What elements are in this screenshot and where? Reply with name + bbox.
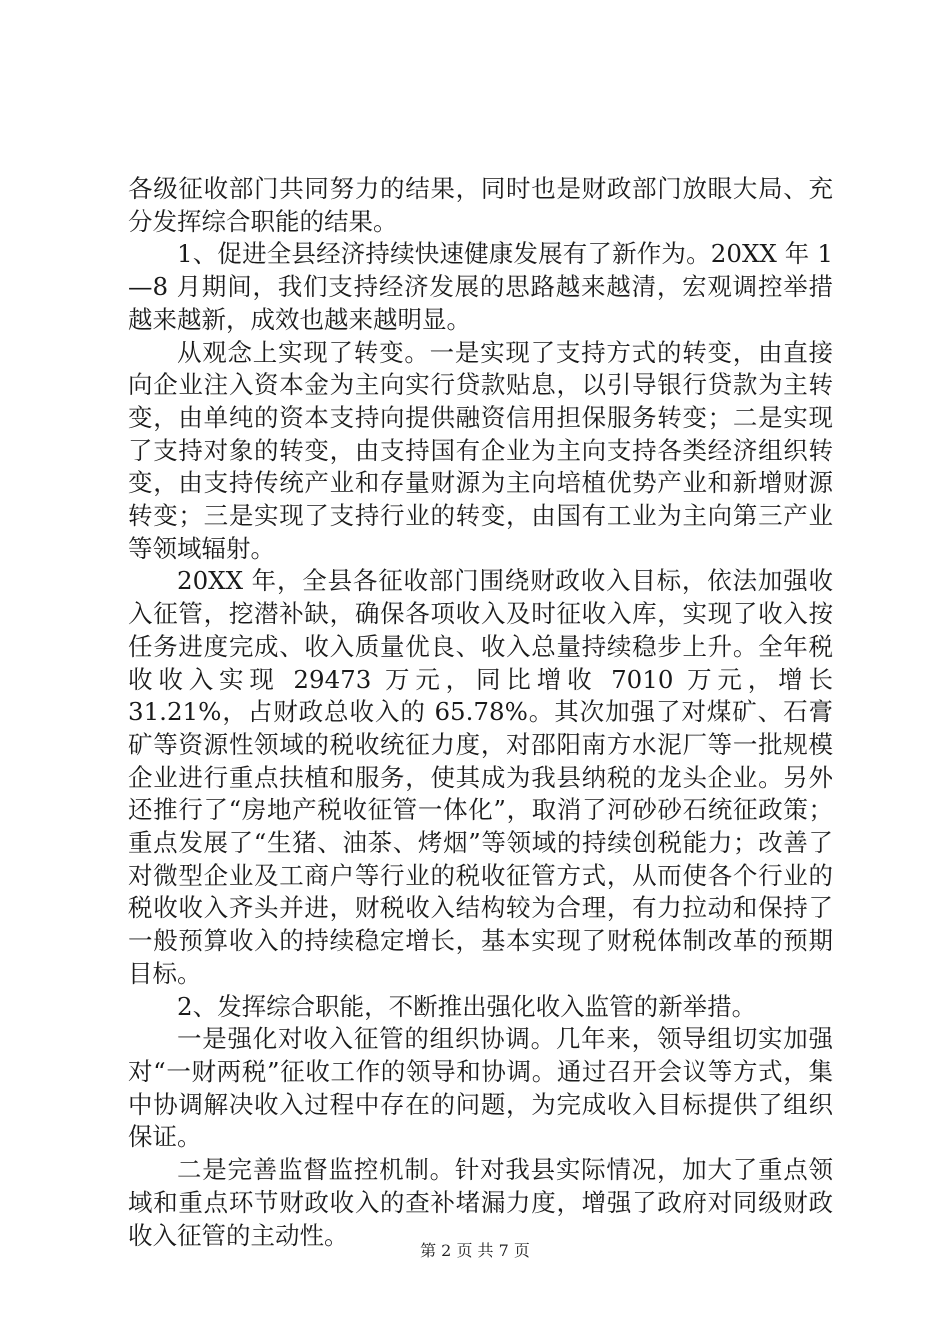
page-footer: 第 2 页 共 7 页 <box>420 1241 530 1260</box>
paragraph-7: 二是完善监督监控机制。针对我县实际情况，加大了重点领域和重点环节财政收入的查补堵漏力度，增强了政府对同级财政收入征管的主动性。 <box>128 1155 833 1250</box>
paragraph-3: 从观念上实现了转变。一是实现了支持方式的转变，由直接向企业注入资本金为主向实行贷款贴息，以引导银行贷款为主转变，由单纯的资本支持向提供融资信用担保服务转变；二是实现了支持对象的转变，由支持国有企业为主向支持各类经济组织转变，由支持传统产业和存量财源为主向培植优势产业和新增财源转变；三是实现了支持行业的转变，由国有工业为主向第三产业等领域辐射。 <box>128 337 833 563</box>
paragraph-5: 2、发挥综合职能，不断推出强化收入监管的新举措。 <box>177 991 757 1021</box>
paragraph-1: 各级征收部门共同努力的结果，同时也是财政部门放眼大局、充分发挥综合职能的结果。 <box>128 174 833 236</box>
document-body <box>128 173 833 1252</box>
paragraph-6: 一是强化对收入征管的组织协调。几年来，领导组切实加强对“一财两税”征收工作的领导和协调。通过召开会议等方式，集中协调解决收入过程中存在的问题，为完成收入目标提供了组织保证。 <box>128 1024 833 1152</box>
paragraph-4: 20XX 年，全县各征收部门围绕财政收入目标，依法加强收入征管，挖潜补缺，确保各项收入及时征收入库，实现了收入按任务进度完成、收入质量优良、收入总量持续稳步上升。全年税收收入实现 29473 万元，同比增收 7010 万元，增长31.21%，占财政总收入的 65.78%。其次加强了对煤矿、石膏矿等资源性领域的税收统征力度，对邵阳南方水泥厂等一批规模企业进行重点扶植和服务，使其成为我县纳税的龙头企业。另外还推行了“房地产税收征管一体化”，取消了河砂砂石统征政策；重点发展了“生猪、油茶、烤烟”等领域的持续创税能力；改善了对微型企业及工商户等行业的税收征管方式，从而使各个行业的税收收入齐头并进，财税收入结构较为合理，有力拉动和保持了一般预算收入的持续稳定增长，基本实现了财税体制改革的预期目标。 <box>128 566 833 988</box>
paragraph-2: 1、促进全县经济持续快速健康发展有了新作为。20XX 年 1—8 月期间，我们支持经济发展的思路越来越清，宏观调控举措越来越新，成效也越来越明显。 <box>128 239 833 334</box>
